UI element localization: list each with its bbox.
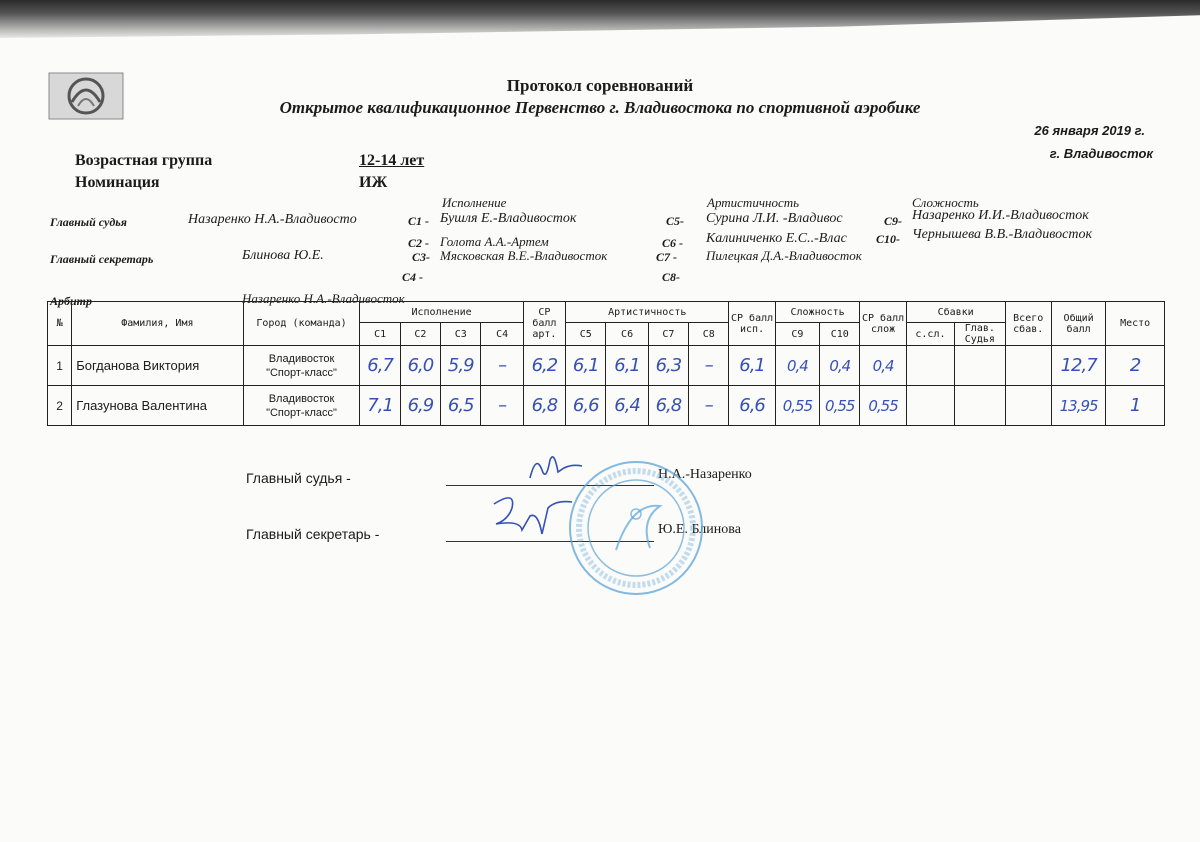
cell-score-c10: 0,4 [820,346,860,386]
judge-code-c8: С8- [662,270,680,284]
cell-score-c2: 6,0 [400,346,440,386]
cell-score-c8: – [689,386,729,426]
judge-code-c5: С5- [666,214,684,228]
col-header-avg-exec: СР балл исп. [729,302,775,346]
col-header-place: Место [1106,302,1165,346]
col-header-deductions: Сбавки [906,302,1005,323]
cell-num: 1 [48,346,72,386]
age-group-label: Возрастная группа [75,152,213,169]
document-title: Протокол соревнований [506,76,694,95]
judge-name-c2: Голота А.А.-Артем [440,234,549,249]
cell-score-c7: 6,3 [648,346,688,386]
judge-name-c5: Сурина Л.И. -Владивос [706,211,843,226]
cell-score-c3: 5,9 [441,346,481,386]
cell-place: 1 [1106,386,1165,426]
judge-name-c1: Бушля Е.-Владивосток [440,211,577,226]
judge-name-c3: Мясковская В.Е.-Владивосток [440,248,608,263]
cell-team [243,386,360,426]
col-header-c4: С4 [481,323,523,346]
scan-shadow [0,0,1200,38]
sign-judge-name: Н.А.-Назаренко [658,467,752,482]
col-header-c10: С10 [820,323,860,346]
cell-score-c10: 0,55 [820,386,860,426]
team-club: "Спорт-класс" [266,406,337,419]
cell-score-c4: – [481,346,523,386]
team-city: Владивосток [268,392,335,405]
competition-name: Открытое квалификационное Первенство г. Владивостока по спортивной аэробике [279,98,921,117]
age-group-value: 12-14 лет [359,152,425,169]
cell-line-deduction [906,346,954,386]
cell-num: 2 [48,386,72,426]
cell-avg-exec: 6,6 [729,386,775,426]
cell-avg-art: 6,2 [523,346,565,386]
col-header-name: Фамилия, Имя [72,302,243,346]
cell-score-c3: 6,5 [441,386,481,426]
cell-avg-art: 6,8 [523,386,565,426]
official-stamp-icon [566,458,706,598]
judge-code-c2: С2 - [408,236,429,250]
panel-heading-artistry: Артистичность [707,195,800,210]
col-header-c6: С6 [606,323,648,346]
judge-name-c7: Пилецкая Д.А.-Владивосток [706,248,862,263]
cell-chief-deduction [955,346,1005,386]
cell-score-c6: 6,1 [606,346,648,386]
chief-secretary-name: Блинова Ю.Е. [242,248,324,263]
judge-code-c3: С3- [412,250,430,264]
cell-score-c9: 0,4 [775,346,819,386]
cell-athlete-name: Богданова Виктория [72,346,243,386]
sign-judge-label: Главный судья - [246,470,351,486]
judge-code-c4: С4 - [402,270,423,284]
judge-name-c6: Калиниченко Е.С..-Влас [706,231,847,246]
cell-avg-diff: 0,4 [860,346,906,386]
cell-score-c9: 0,55 [775,386,819,426]
cell-avg-diff: 0,55 [860,386,906,426]
cell-score-c1: 7,1 [360,386,400,426]
chief-judge-name: Назаренко Н.А.-Владивосто [188,212,357,227]
cell-line-deduction [906,386,954,426]
judge-code-c10: С10- [876,232,900,246]
col-header-artistry: Артистичность [566,302,729,323]
results-table [47,301,1165,426]
col-header-c9: С9 [775,323,819,346]
col-header-chief-deduction: Глав. Судья [955,323,1005,346]
chief-judge-label: Главный судья [50,215,127,229]
judge-name-c9: Назаренко И.И.-Владивосток [912,208,1089,223]
cell-place: 2 [1106,346,1165,386]
judge-code-c6: С6 - [662,236,683,250]
cell-score-c1: 6,7 [360,346,400,386]
chief-secretary-label: Главный секретарь [50,252,154,266]
cell-total-deduction [1005,346,1051,386]
col-header-city: Город (команда) [243,302,360,346]
event-date: 26 января 2019 г. [1034,123,1145,138]
cell-avg-exec: 6,1 [729,346,775,386]
col-header-avg-art: СР балл арт. [523,302,565,346]
table-row [48,386,1165,426]
cell-athlete-name: Глазунова Валентина [72,386,243,426]
col-header-c8: С8 [689,323,729,346]
judge-code-c7: С7 - [656,250,677,264]
cell-score-c4: – [481,386,523,426]
arbiter-label: Арбитр [50,294,92,308]
col-header-num: № [48,302,72,346]
col-header-total-deductions: Всего сбав. [1005,302,1051,346]
judge-code-c1: С1 - [408,214,429,228]
col-header-difficulty: Сложность [775,302,860,323]
sign-secretary-label: Главный секретарь - [246,526,380,542]
cell-total-score: 13,95 [1051,386,1105,426]
col-header-c5: С5 [566,323,606,346]
judge-code-c9: С9- [884,214,902,228]
panel-heading-execution: Исполнение [442,195,507,210]
cell-score-c5: 6,1 [566,346,606,386]
cell-chief-deduction [955,386,1005,426]
col-header-avg-diff: СР балл слож [860,302,906,346]
col-header-line-deduction: с.сл. [906,323,954,346]
cell-score-c8: – [689,346,729,386]
judge-name-c10: Чернышева В.В.-Владивосток [912,227,1092,242]
team-club: "Спорт-класс" [266,366,337,379]
event-city: г. Владивосток [1049,146,1153,161]
col-header-c2: С2 [400,323,440,346]
cell-team [243,346,360,386]
nomination-label: Номинация [75,174,160,191]
cell-total-deduction [1005,386,1051,426]
cell-total-score: 12,7 [1051,346,1105,386]
panel-heading-difficulty: Сложность [912,195,979,210]
col-header-c3: С3 [441,323,481,346]
cell-score-c5: 6,6 [566,386,606,426]
cell-score-c7: 6,8 [648,386,688,426]
col-header-execution: Исполнение [360,302,523,323]
team-city: Владивосток [268,352,335,365]
cell-score-c2: 6,9 [400,386,440,426]
cell-score-c6: 6,4 [606,386,648,426]
col-header-c7: С7 [648,323,688,346]
sign-secretary-name: Ю.Е. Блинова [658,522,741,537]
table-row [48,346,1165,386]
col-header-c1: С1 [360,323,400,346]
col-header-total-score: Общий балл [1051,302,1105,346]
nomination-value: ИЖ [359,174,388,191]
arbiter-name: Назаренко Н.А.-Владивосток [242,291,405,306]
